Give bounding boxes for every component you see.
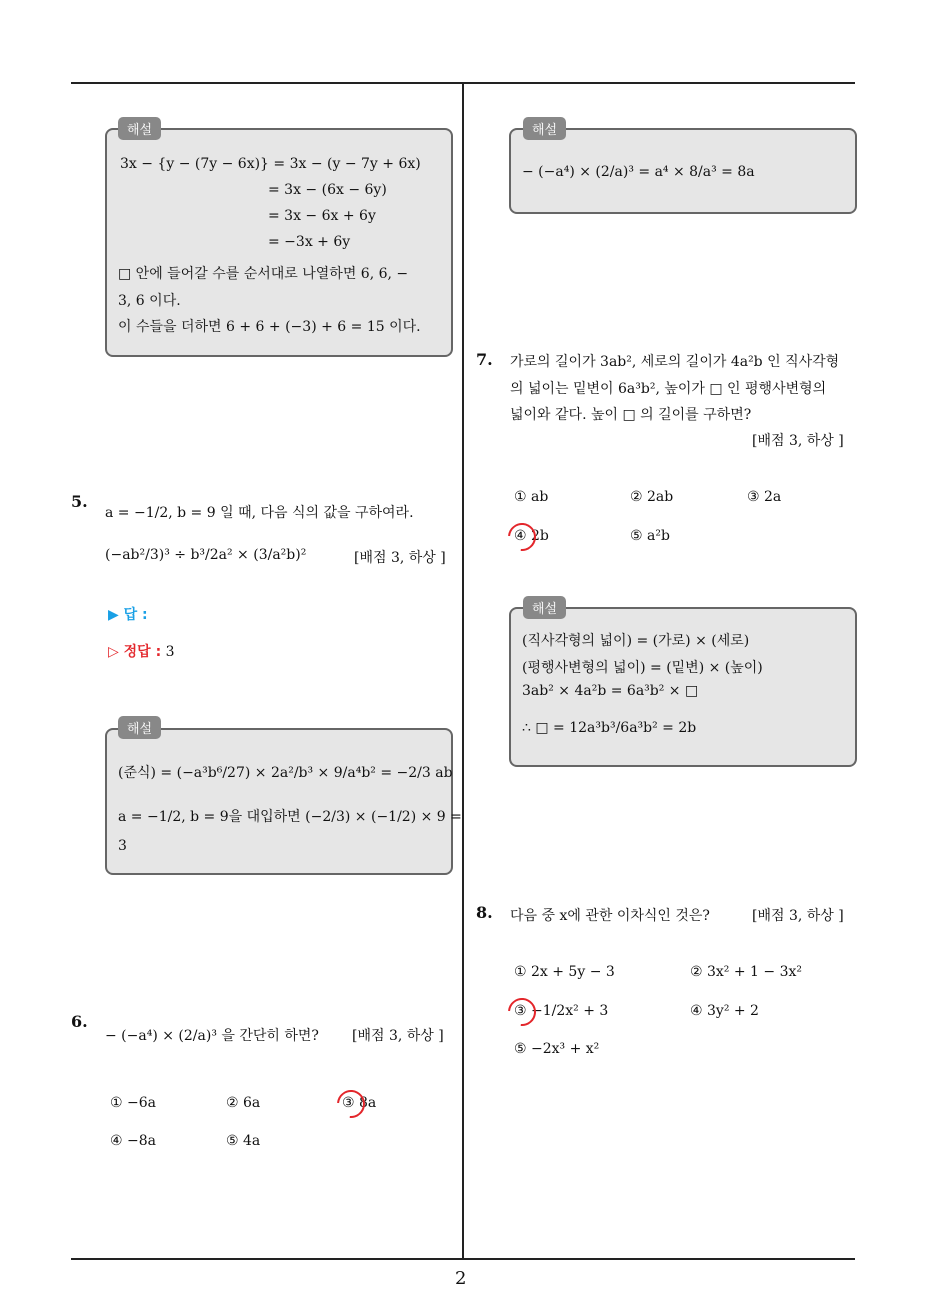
solution-box-5 xyxy=(105,728,453,875)
sol6-line: − (−a⁴) × (2/a)³ = a⁴ × 8/a³ = 8a xyxy=(522,164,755,180)
q8-text: 다음 중 x에 관한 이차식인 것은? xyxy=(510,908,710,924)
question-number-8: 8. xyxy=(476,903,493,922)
sol7-line-2: (평행사변형의 넓이) = (밑변) × (높이) xyxy=(522,660,763,676)
q6-option-2[interactable]: ② 6a xyxy=(226,1095,261,1111)
q5-condition: a = −1/2, b = 9 일 때, 다음 식의 값을 구하여라. xyxy=(105,505,414,521)
sol5-line-2: a = −1/2, b = 9을 대입하면 (−2/3) × (−1/2) × 9 = xyxy=(118,809,462,825)
sol1-line-3: = 3x − 6x + 6y xyxy=(268,208,376,224)
solution-tag: 해설 xyxy=(118,117,161,140)
q5-correct-value: 3 xyxy=(165,644,175,660)
sol1-line-6: 3, 6 이다. xyxy=(118,293,181,309)
solution-tag: 해설 xyxy=(523,596,566,619)
sol5-line-3: 3 xyxy=(118,838,127,854)
sol1-line-7: 이 수들을 더하면 6 + 6 + (−3) + 6 = 15 이다. xyxy=(118,319,421,335)
bottom-rule xyxy=(71,1258,855,1260)
q6-option-4[interactable]: ④ −8a xyxy=(110,1133,156,1149)
solution-tag: 해설 xyxy=(118,716,161,739)
sol7-line-3: 3ab² × 4a²b = 6a³b² × □ xyxy=(522,683,699,699)
selected-answer-circle xyxy=(502,992,541,1031)
q7-option-4[interactable]: ④ 2b xyxy=(514,528,549,544)
q5-expression: (−ab²/3)³ ÷ b³/2a² × (3/a²b)² xyxy=(105,547,307,563)
q7-line-1: 가로의 길이가 3ab², 세로의 길이가 4a²b 인 직사각형 xyxy=(510,354,840,370)
q7-option-3[interactable]: ③ 2a xyxy=(747,489,782,505)
selected-answer-circle xyxy=(331,1084,370,1123)
question-number-6: 6. xyxy=(71,1012,88,1031)
column-divider xyxy=(462,83,464,1258)
q7-line-3: 넓이와 같다. 높이 □ 의 길이를 구하면? xyxy=(510,407,752,423)
q6-option-5[interactable]: ⑤ 4a xyxy=(226,1133,261,1149)
q5-correct-label: ▷ 정답 : xyxy=(108,644,162,660)
page-number: 2 xyxy=(455,1268,467,1289)
q6-score: [배점 3, 하상 ] xyxy=(352,1028,444,1044)
q8-option-3[interactable]: ③ −1/2x² + 3 xyxy=(514,1003,609,1019)
sol1-line-5: □ 안에 들어갈 수를 순서대로 나열하면 6, 6, − xyxy=(118,266,409,282)
q8-option-2[interactable]: ② 3x² + 1 − 3x² xyxy=(690,964,802,980)
sol1-line-4: = −3x + 6y xyxy=(268,234,351,250)
sol1-line-1: 3x − {y − (7y − 6x)} = 3x − (y − 7y + 6x) xyxy=(120,156,421,172)
q8-option-1[interactable]: ① 2x + 5y − 3 xyxy=(514,964,615,980)
q6-option-3[interactable]: ③ 8a xyxy=(342,1095,377,1111)
q7-option-1[interactable]: ① ab xyxy=(514,489,549,505)
q6-expression: − (−a⁴) × (2/a)³ 을 간단히 하면? xyxy=(105,1028,319,1044)
q8-option-4[interactable]: ④ 3y² + 2 xyxy=(690,1003,759,1019)
q5-score: [배점 3, 하상 ] xyxy=(354,550,446,566)
q7-option-2[interactable]: ② 2ab xyxy=(630,489,674,505)
q8-option-5[interactable]: ⑤ −2x³ + x² xyxy=(514,1041,600,1057)
q6-option-1[interactable]: ① −6a xyxy=(110,1095,156,1111)
q5-answer-label: ▶ 답 : xyxy=(108,607,148,623)
q7-line-2: 의 넓이는 밑변이 6a³b², 높이가 □ 인 평행사변형의 xyxy=(510,381,827,397)
selected-answer-circle xyxy=(502,517,541,556)
question-number-7: 7. xyxy=(476,350,493,369)
sol5-line-1: (준식) = (−a³b⁶/27) × 2a²/b³ × 9/a⁴b² = −2/3 ab xyxy=(118,765,453,781)
q7-option-5[interactable]: ⑤ a²b xyxy=(630,528,670,544)
solution-tag: 해설 xyxy=(523,117,566,140)
sol7-line-1: (직사각형의 넓이) = (가로) × (세로) xyxy=(522,633,750,649)
q8-score: [배점 3, 하상 ] xyxy=(752,908,844,924)
sol1-line-2: = 3x − (6x − 6y) xyxy=(268,182,387,198)
q7-score: [배점 3, 하상 ] xyxy=(752,433,844,449)
q5-correct-row xyxy=(108,641,175,661)
question-number-5: 5. xyxy=(71,492,88,511)
sol7-line-4: ∴ □ = 12a³b³/6a³b² = 2b xyxy=(522,720,697,736)
